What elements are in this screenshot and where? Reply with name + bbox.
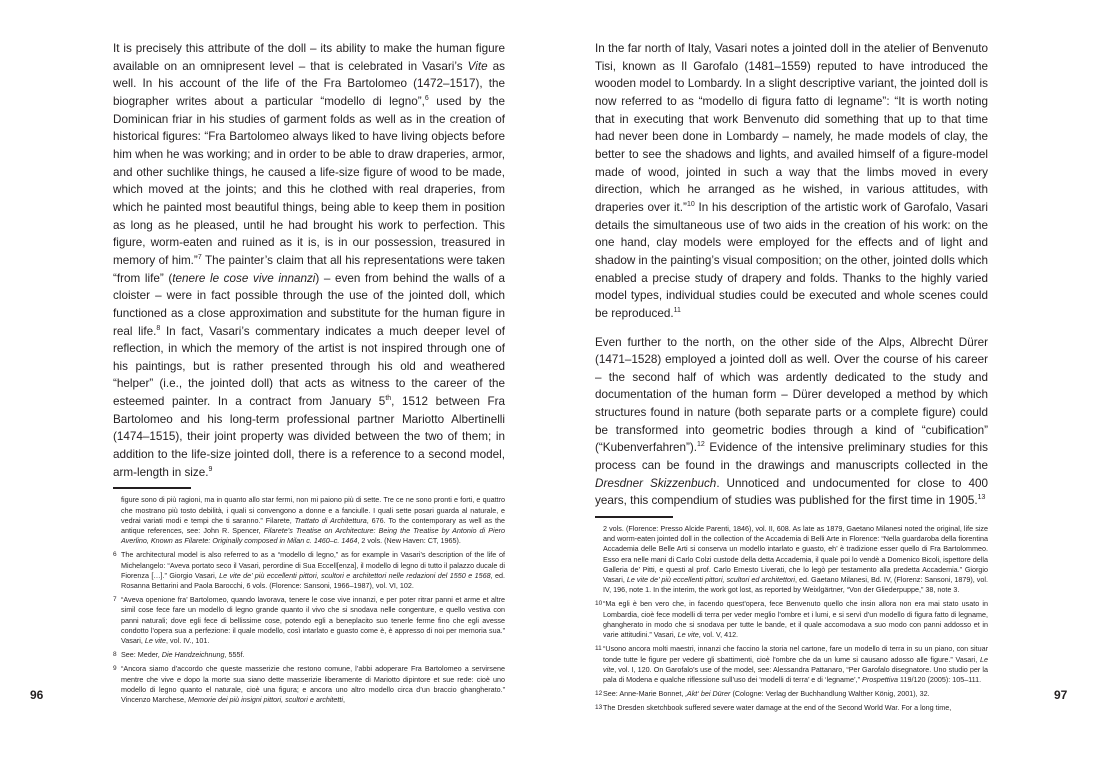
page-number-left: 96	[30, 688, 44, 702]
page-number-right: 97	[1054, 688, 1068, 702]
right-footnotes	[595, 524, 988, 713]
left-page-column	[113, 40, 505, 709]
left-body-paragraph: It is precisely this attribute of the doll – its ability to make the human figure available on an omnipresent level – that is celebrated in Vasari’s Vite as well. In his account of the life of the Fra Bartolomeo (1472–1517), the biographer writes about a particular “modello di legno”,$^6$ used by the Dominican friar in his studies of garment folds as well as in the creation of historical figures: “Fra Bartolomeo always liked to have living objects before him when he was working; and in order to be able to draw draperies, armor, and other suchlike things, he caused a life-size figure of wood to be made, which moved at the joints; and this he clothed with real draperies, from which he painted most beautiful things, being able to keep them in position as long as he pleased, until he had brought his work to perfection. This figure, worm-eaten and ruined as it is, is in our possession, treasured in memory of him.”$^7$ The painter’s claim that all his representations were taken “from life” (tenere le cose vive innanzi) – even from behind the walls of a cloister – were in fact possible through the use of the jointed doll, which functioned as a close approximation and substitute for the human figure in real life.$^8$ In fact, Vasari’s commentary indicates a much deeper level of reflection, in which the memory of the artist is not inspired through one of his paintings, but is rather presented through his old and weathered “helper” (i.e., the jointed doll) that acts as witness to the career of the esteemed painter. In a contract from January 5th, 1512 between Fra Bartolomeo and his long-term professional partner Mariotto Albertinelli (1474–1515), their joint property was divided between the two of them; in addition to the life-size jointed doll, there is a reference to a second model, arm-length in size.$^9$	[113, 42, 505, 479]
footnote-12: 12 See: Anne-Marie Bonnet, ‚Akt‘ bei Dürer (Cologne: Verlag der Buchhandlung Walther König, 2001), 32.	[595, 689, 930, 699]
footnote-continued: figure sono di più ragioni, ma in quanto allo star fermi, non mi paiono più di sette. Tre ce ne sono pronti e forti, e quattro che mostrano più tosto debilità, i quali si convengono a donne e a fanciulle. I quali sette posari guarda al naturale, e vedrai variati modi e tempi che ti saranno.” Filarete, Trattato di Architettura, 676. To the contemporary as well as the antique references, see: John R. Spencer, Filarete’s Treatise on Architecture: Being the Treatise by Antonio di Piero Averlino, Known as Filarete: Originally composed in Milan c. 1460–c. 1464, 2 vols. (New Haven: CT, 1965).	[121, 495, 505, 546]
right-body-paragraph-2: Even further to the north, on the other side of the Alps, Albrecht Dürer (1471–1528) employed a jointed doll as well. Over the course of his career – the second half of which was ardently dedicated to the study and documentation of the human form – Dürer developed a method by which structures found in nature (both separate parts or a complete figure) could be transformed into geometric bodies through a kind of “cubification” (“Kubenverfahren”).$^{12}$ Evidence of the intensive preliminary studies for this process can be found in the drawings and manuscripts collected in the Dresdner Skizzenbuch. Unnoticed and undocumented for close to 400 years, this compendium of studies was published for the first time in 1905.13	[595, 335, 988, 508]
footnote-8: 8 See: Meder, Die Handzeichnung, 555f.	[113, 650, 245, 660]
left-footnotes	[113, 495, 505, 705]
footnote-ref-6[interactable]: 6	[424, 95, 429, 103]
footnote-ref-10[interactable]: 10	[686, 201, 695, 209]
footnote-9: 9 “Ancora siamo d’accordo che queste masserizie che restono comune, l’abbi adoperare Fra Bartolomeo a servirsene mentre che vive e dopo la morte sua siano dette masserizie liberamente di Mariotto dipintore et sue rede: cioè uno modello di legno quanto el naturale, cioè una figura; e ancora uno altro modello circa d’un braccio ghangherato.” Vincenzo Marchese, Memorie dei più insigni pittori, scultori e architetti,	[113, 664, 505, 705]
footnote-10: 10 “Ma egli è ben vero che, in facendo quest’opera, fece Benvenuto quello che insin allora non era mai stato usato in Lombardia, cioè fece modelli di terra per veder meglio l’ombre et i lumi, e si servì d’un modello di figura fatto di legname, ghangherato in modo che si snodava per tutte le bande, et il quale accomodava a suo modo con panni addosso et in varie attitudini.” Vasari, Le vite, vol. V, 412.	[595, 599, 988, 640]
right-page-column	[595, 40, 988, 718]
footnote-ref-9[interactable]: 9	[208, 465, 213, 473]
footnote-11: 11 “Usono ancora molti maestri, innanzi che faccino la storia nel cartone, fare un modello di terra in su un piano, con situar tonde tutte le figure per vedere gli sbattimenti, cioè l’ombre che da un lume si causano adosso alle figure.” Vasari, Le vite, vol. I, 120. On Garofalo’s use of the model, see: Alessandra Pattanaro, “Per Garofalo disegnatore. Uno studio per la pala di Modena e qualche riflessione sull’uso dei ‘modelli di terra’ e di ‘legname’,” Prospettiva 119/120 (2005): 105–111.	[595, 644, 988, 684]
right-body-paragraph-1: In the far north of Italy, Vasari notes a jointed doll in the atelier of Benvenuto Tisi, known as Il Garofalo (1481–1559) reputed to have introduced the wooden model to Lombardy. In a slight descriptive variant, the jointed doll is now referred to as “modello di figura fatto di legname”: “It is worth noting that in executing that work Benvenuto did something that up to that time had never been done in Lombardy – namely, he made models of clay, the better to see the shadows and lights, and availed himself of a figure-model made of wood, jointed in such a way that the limbs moved in every direction, which he arranged as he wished, in various attitudes, with draperies over it.”$^{10}$ In his description of the artistic work of Garofalo, Vasari details the simultaneous use of two aids in the creation of his work: on the one hand, clay models were employed for the effects and of light and shadow in the painting’s visual composition; on the other, jointed dolls which enabled a precise study of drapery and folds. Thanks to the highly varied model types, individual studies could be executed and whole scenes could be reproduced.$^{11}$	[595, 42, 988, 320]
footnote-13: 13 The Dresden sketchbook suffered severe water damage at the end of the Second World War. For a long time,	[595, 703, 952, 713]
footnote-ref-7[interactable]: 7	[197, 253, 202, 261]
footnote-6: 6 The architectural model is also referred to as a “modello di legno,” as for example in Vasari’s description of the life of Michelangelo: “Aveva portato seco il Vasari, perordine di Sua Eccell[enza], il modello di legno di tutto il palazzo ducale di Fiorenza […].” Giorgio Vasari, Le vite de’ più eccellenti pittori, scultori e architettori nelle redazioni del 1550 e 1568, ed. Rosanna Bettarini and Paola Barocchi, 6 vols. (Florence: Sansoni, 1966–1987), vol. VI, 102.	[113, 550, 505, 591]
footnote-divider	[113, 487, 191, 489]
footnote-divider	[595, 516, 673, 518]
footnote-7: 7 “Aveva openione fra’ Bartolomeo, quando lavorava, tenere le cose vive innanzi, e per poter ritrar panni et arme et altre simil cose fece fare un modello di legno grande quanto il vivo che si snodava nelle congenture, e quello vestiva con panni naturali; dove egli fece di bellissime cose, potendo egli a beneplacito suo tenerle ferme fino che egli avesse condotto l’opera sua a perfezione: il quale modello, così intarlato e guasto come è, è appresso di noi per memoria sua.” Vasari, Le vite, vol. IV., 101.	[113, 595, 505, 646]
footnote-ref-13[interactable]: 13	[977, 494, 986, 502]
footnote-ref-8[interactable]: 8	[156, 324, 161, 332]
footnote-ref-11[interactable]: 11	[673, 306, 681, 314]
footnote-continued: 2 vols. (Florence: Presso Alcide Parenti, 1846), vol. II, 608. As late as 1879, Gaetano Milanesi noted the original, life size and worm-eaten jointed doll in the collection of the Accademia di Belli Arte in Florence: “Nella guardaroba della fiorentina Accademia delle Belle Arti si conserva un modello intarlato e guasto, eh’ è tradizione esser quello di Fra Bartolommeo. Esso era nelle mani di Carlo Colzi custode della detta Accademia, il quale poi lo vendè a Domenico Bicoli, ispettore della Galleria de’ Pitti, e questi al prof. Carlo Ernesto Liverati, che lo legò per testamento alla predetta Accademia.” Giorgio Vasari, Le vite de’ più eccellenti pittori, scultori ed architettori, ed. Gaetano Milanesi, Bd. IV, (Florenz: Sansoni, 1879), vol. IV, 196, note 1. In the interim, the work got lost, as reported by Weixlgärtner, “Von der Gliederpuppe,” 38, note 3.	[603, 524, 988, 595]
footnote-ref-12[interactable]: 12	[697, 441, 705, 449]
